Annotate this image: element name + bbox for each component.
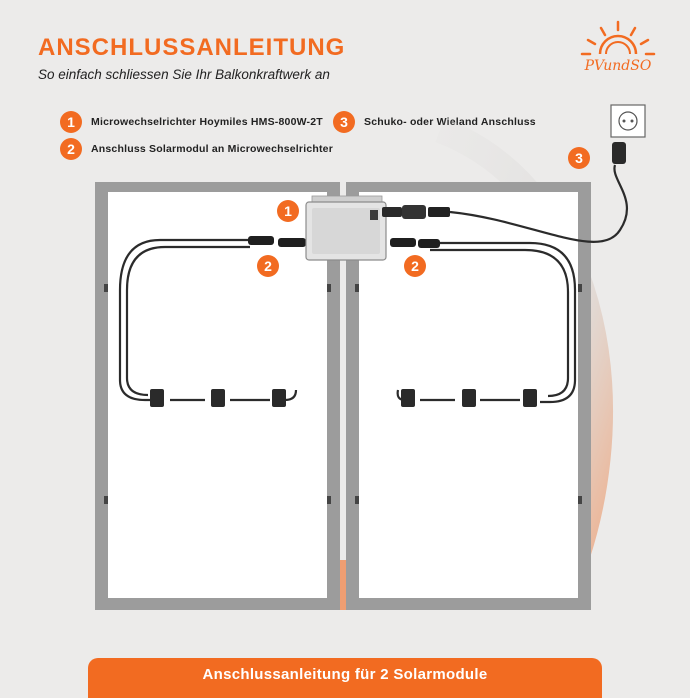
- diagram-label-socket: 3: [568, 147, 590, 169]
- footer-banner: Anschlussanleitung für 2 Solarmodule: [88, 658, 602, 698]
- page-title: ANSCHLUSSANLEITUNG: [38, 34, 346, 61]
- diagram-label-connector-right: 2: [404, 255, 426, 277]
- wall-socket-icon: [611, 105, 645, 137]
- diagram-label-connector-left: 2: [257, 255, 279, 277]
- legend-label: Microwechselrichter Hoymiles HMS-800W-2T: [91, 116, 323, 128]
- page-subtitle: So einfach schliessen Sie Ihr Balkonkraftwerk an: [38, 67, 330, 82]
- legend-label: Schuko- oder Wieland Anschluss: [364, 116, 536, 128]
- brand-name: PVundSO: [584, 58, 652, 74]
- legend-number: 1: [60, 111, 82, 133]
- legend-number: 3: [333, 111, 355, 133]
- diagram-label-inverter: 1: [277, 200, 299, 222]
- legend-label: Anschluss Solarmodul an Microwechselrichter: [91, 143, 333, 155]
- micro-inverter: [306, 196, 386, 260]
- legend-number: 2: [60, 138, 82, 160]
